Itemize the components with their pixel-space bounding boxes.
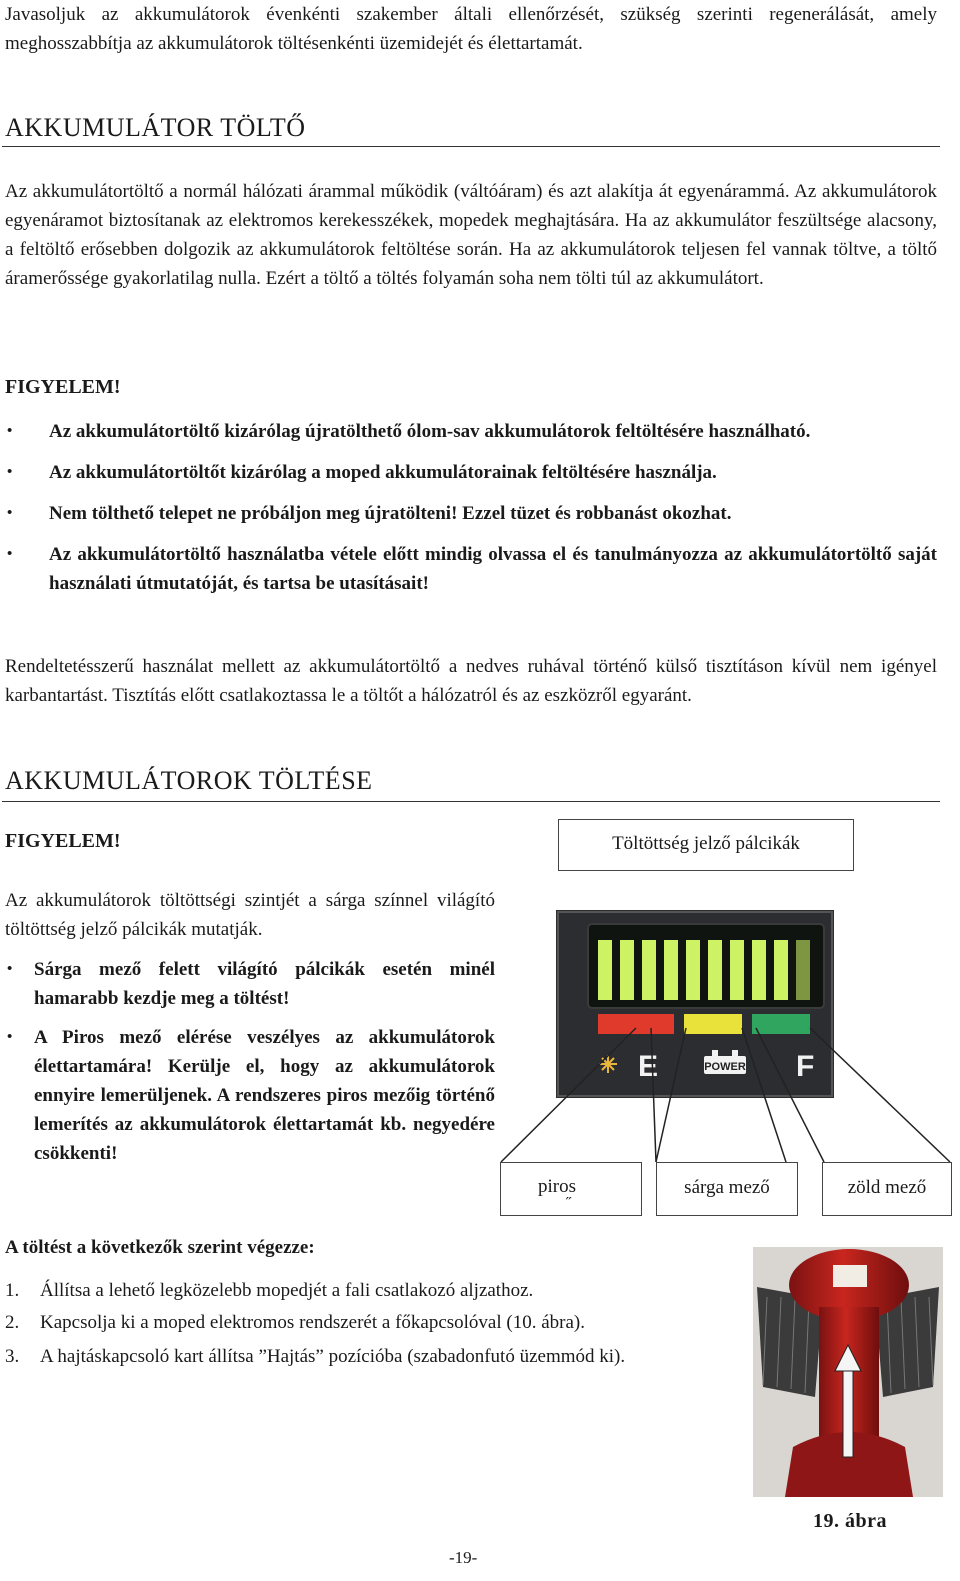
full-letter: F	[796, 1050, 815, 1083]
warning-item: • Nem tölthető telepet ne próbáljon meg újratölteni! Ezzel tüzet és robbanást okozhat.	[5, 499, 937, 528]
level-bar	[708, 940, 722, 1000]
level-bar	[686, 940, 700, 1000]
charge-indicator-label: Töltöttség jelző pálcikák	[558, 819, 854, 871]
level-bar	[796, 940, 810, 1000]
step-item	[5, 1342, 660, 1371]
green-field	[752, 1014, 810, 1034]
section-divider	[2, 801, 940, 802]
figure-caption: 19. ábra	[813, 1510, 887, 1532]
red-field-label-extra: ˝	[566, 1195, 572, 1212]
warning-item: • Az akkumulátortöltő használatba vétele előtt mindig olvassa el és tanulmányozza az akkumulátortöltő saját használati útmutatóját, és tartsa be utasításait!	[5, 540, 937, 598]
step-number: 1.	[5, 1280, 20, 1301]
level-bar	[752, 940, 766, 1000]
warning-heading: FIGYELEM!	[5, 376, 121, 398]
level-bar	[620, 940, 634, 1000]
warning-item: • Az akkumulátortöltő kizárólag újratölthető ólom-sav akkumulátorok feltöltésére használható.	[5, 417, 937, 446]
step-item	[5, 1276, 722, 1305]
level-bar	[730, 940, 744, 1000]
section-divider	[2, 146, 940, 147]
step-text: A hajtáskapcsoló kart állítsa ”Hajtás” pozícióba (szabadonfutó üzemmód ki).	[40, 1346, 626, 1367]
red-field-label-text: piros	[538, 1176, 576, 1197]
moped-switch-photo	[753, 1247, 943, 1497]
charge-warning-item: • Sárga mező felett világító pálcikák esetén minél hamarabb kezdje meg a töltést!	[5, 955, 495, 1013]
red-field	[638, 1014, 674, 1034]
empty-letter: E	[638, 1050, 659, 1083]
red-field-label	[500, 1162, 642, 1216]
step-text: Kapcsolja ki a moped elektromos rendszerét a főkapcsolóval (10. ábra).	[40, 1312, 585, 1333]
step-text: Állítsa a lehető legközelebb mopedjét a fali csatlakozó aljzathoz.	[40, 1280, 534, 1301]
section-title-charger: AKKUMULÁTOR TÖLTŐ	[5, 113, 306, 142]
maintenance-paragraph: Rendeltetésszerű használat mellett az akkumulátortöltő a nedves ruhával történő külső tisztításon kívül nem igényel karbantartást. Tisztítás előtt csatlakoztassa le a töltőt a hálózatról és az eszközről egyaránt.	[5, 656, 937, 706]
step-number: 3.	[5, 1346, 20, 1367]
yellow-field-label: sárga mező	[656, 1162, 798, 1216]
level-bar	[598, 940, 612, 1000]
charge-level-paragraph: Az akkumulátorok töltöttségi szintjét a sárga színnel világító töltöttség jelző pálcikák mutatják.	[5, 890, 495, 940]
steps-heading: A töltést a következők szerint végezze:	[5, 1237, 315, 1258]
page-number: -19-	[449, 1548, 478, 1567]
charger-description: Az akkumulátortöltő a normál hálózati árammal működik (váltóáram) és azt alakítja át egyenárammá. Az akkumulátorok egyenáramot biztosítanak az elektromos kerekesszékek, mopedek meghajtására. Ha az akkumulátor feszültsége alacsony, a feltöltő erősebben dolgozik az akkumulátorok feltöltése során. Ha az akkumulátorok teljesen fel vannak töltve, a töltő áramerőssége gyakorlatilag nulla. Ezért a töltő a töltés folyamán soha nem tölti túl az akkumulátort.	[5, 181, 937, 289]
steps-list	[5, 1276, 722, 1376]
yellow-field	[684, 1014, 742, 1034]
level-bar	[664, 940, 678, 1000]
section-title-charging: AKKUMULÁTOROK TÖLTÉSE	[5, 766, 373, 795]
warning-list	[5, 417, 937, 610]
green-field-label: zöld mező	[822, 1162, 952, 1216]
warning-heading: FIGYELEM!	[5, 830, 121, 852]
battery-indicator-panel	[556, 910, 834, 1098]
charge-warning-list	[5, 955, 495, 1178]
step-item	[5, 1308, 722, 1337]
label-sticker	[833, 1265, 867, 1287]
level-bar	[642, 940, 656, 1000]
step-number: 2.	[5, 1312, 20, 1333]
warning-item: • Az akkumulátortöltőt kizárólag a moped akkumulátorainak feltöltésére használja.	[5, 458, 937, 487]
power-label: POWER	[704, 1061, 746, 1073]
intro-paragraph: Javasoljuk az akkumulátorok évenkénti szakember általi ellenőrzését, szükség szerinti regenerálását, amely meghosszabbítja az akkumulátorok töltésenkénti üzemidejét és élettartamát.	[5, 4, 937, 54]
charge-warning-item: • A Piros mező elérése veszélyes az akkumulátorok élettartamára! Kerülje el, hogy az akkumulátorok ennyire lemerüljenek. A rendszeres piros mezőig történő lemerítés az akkumulátorok élettartamát kb. negyedére csökkenti!	[5, 1023, 495, 1168]
level-bar	[774, 940, 788, 1000]
